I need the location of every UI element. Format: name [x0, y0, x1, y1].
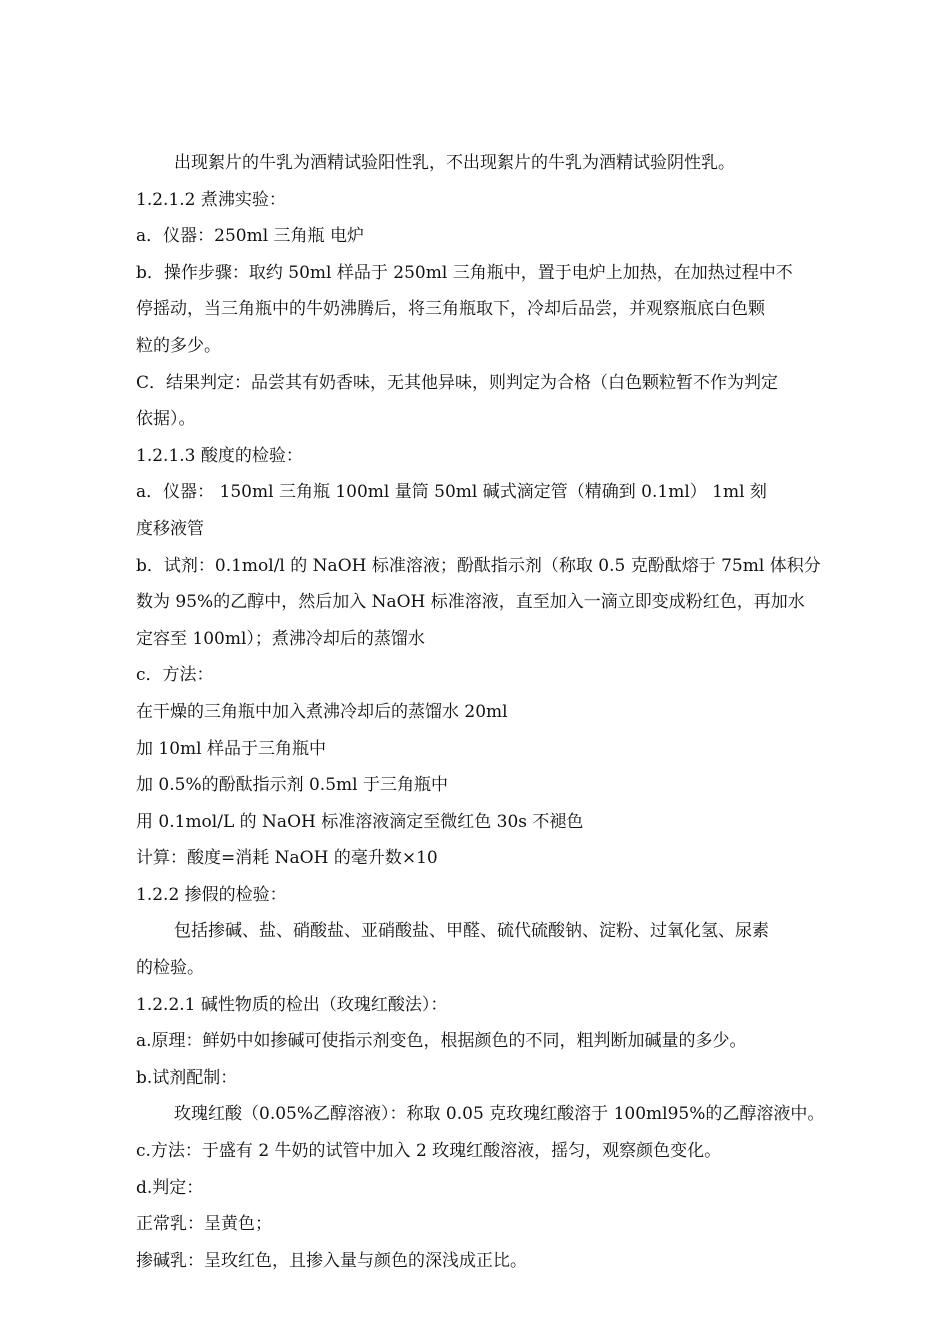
text-line: 掺碱乳：呈玫红色，且掺入量与颜色的深浅成正比。 — [136, 1250, 527, 1271]
text-line: b．操作步骤：取约 50ml 样品于 250ml 三角瓶中，置于电炉上加热，在加热过程中不 — [136, 262, 793, 283]
text-line: 用 0.1mol/L 的 NaOH 标准溶液滴定至微红色 30s 不褪色 — [136, 811, 584, 832]
text-line: 1.2.1.2 煮沸实验： — [136, 189, 286, 210]
text-line: 的检验。 — [136, 958, 204, 979]
text-line: a．仪器：250ml 三角瓶 电炉 — [136, 226, 364, 247]
text-line: 正常乳：呈黄色； — [136, 1214, 272, 1235]
text-line: 计算：酸度=消耗 NaOH 的毫升数×10 — [136, 848, 438, 869]
text-line: 度移液管 — [136, 518, 204, 539]
text-line: 出现絮片的牛乳为酒精试验阳性乳，不出现絮片的牛乳为酒精试验阴性乳。 — [174, 153, 735, 173]
text-line: 粒的多少。 — [136, 335, 221, 356]
text-line: 1.2.2 掺假的检验： — [136, 884, 287, 905]
text-line: b.试剂配制： — [136, 1067, 238, 1088]
text-line: 定容至 100ml）；煮沸冷却后的蒸馏水 — [136, 628, 425, 649]
text-line: 加 10ml 样品于三角瓶中 — [136, 738, 326, 759]
text-line: 1.2.2.1 碱性物质的检出（玫瑰红酸法）： — [136, 994, 448, 1015]
text-line: 加 0.5%的酚酞指示剂 0.5ml 于三角瓶中 — [136, 775, 448, 796]
text-line: 玫瑰红酸（0.05%乙醇溶液）：称取 0.05 克玫瑰红酸溶于 100ml95%的乙醇溶液中。 — [174, 1104, 825, 1125]
text-line: c.方法：于盛有 2 牛奶的试管中加入 2 玫瑰红酸溶液，摇匀，观察颜色变化。 — [136, 1141, 722, 1162]
text-line: 依据）。 — [136, 409, 196, 430]
text-line: a.原理：鲜奶中如掺碱可使指示剂变色，根据颜色的不同，粗判断加碱量的多少。 — [136, 1031, 747, 1052]
text-line: C．结果判定：品尝其有奶香味，无其他异味，则判定为合格（白色颗粒暂不作为判定 — [136, 372, 779, 393]
text-line: d.判定： — [136, 1177, 204, 1198]
text-line: 停摇动，当三角瓶中的牛奶沸腾后，将三角瓶取下，冷却后品尝，并观察瓶底白色颗 — [136, 299, 765, 320]
text-line: c．方法： — [136, 665, 214, 686]
text-line: 在干燥的三角瓶中加入煮沸冷却后的蒸馏水 20ml — [136, 701, 508, 722]
text-line: 数为 95%的乙醇中，然后加入 NaOH 标准溶液，直至加入一滴立即变成粉红色，再加水 — [136, 592, 805, 613]
text-line: 1.2.1.3 酸度的检验： — [136, 445, 303, 466]
text-line: b．试剂：0.1mol/l 的 NaOH 标准溶液；酚酞指示剂（称取 0.5 克酚酞熔于 75ml 体积分 — [136, 555, 821, 576]
document-body — [136, 145, 866, 1279]
text-line: a．仪器： 150ml 三角瓶 100ml 量筒 50ml 碱式滴定管（精确到 0.1ml） 1ml 刻 — [136, 482, 767, 503]
text-line: 包括掺碱、盐、硝酸盐、亚硝酸盐、甲醛、硫代硫酸钠、淀粉、过氧化氢、尿素 — [174, 921, 769, 942]
